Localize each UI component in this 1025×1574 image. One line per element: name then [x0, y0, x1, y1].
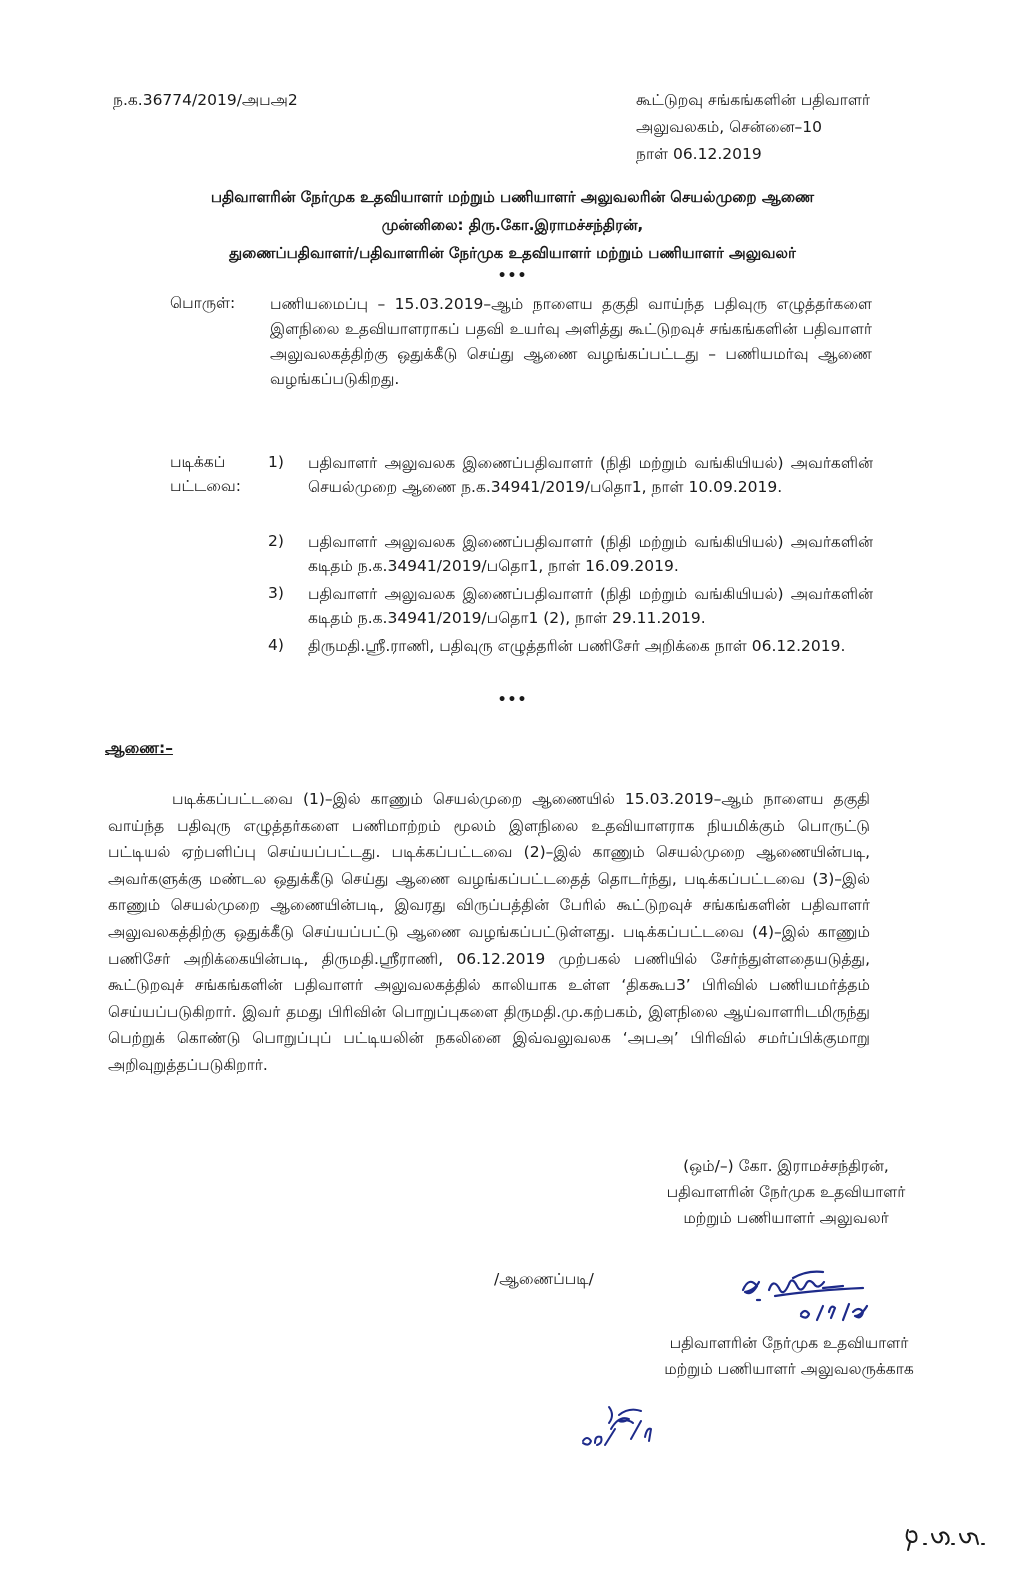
- reference-text: பதிவாளர் அலுவலக இணைப்பதிவாளர் (நிதி மற்றும் வங்கியியல்) அவர்களின் செயல்முறை ஆணை ந.க.34941/2019/பதொ1, நாள் 10.09.2019.: [308, 454, 873, 496]
- signatory-name: (ஒம்/–) கோ. இராமச்சந்திரன்,: [683, 1157, 889, 1175]
- by-order-label: /ஆணைப்படி/: [494, 1270, 594, 1288]
- references-label: படிக்கப் பட்டவை:: [170, 453, 241, 495]
- footer-note-drawing: [900, 1520, 990, 1556]
- for-officer-line1: பதிவாளரின் நேர்முக உதவியாளர்: [669, 1334, 909, 1352]
- separator-dots: •••: [497, 692, 528, 708]
- issuing-office: [636, 87, 870, 168]
- reference-number-label: 2): [268, 532, 284, 550]
- officer-designation: துணைப்பதிவாளர்/பதிவாளரின் நேர்முக உதவியாளர் மற்றும் பணியாளர் அலுவலர்: [229, 244, 796, 262]
- reference-number-label: 1): [268, 453, 284, 471]
- reference-text: திருமதி.ஸ்ரீ.ராணி, பதிவுரு எழுத்தரின் பணிசேர் அறிக்கை நாள் 06.12.2019.: [308, 637, 846, 655]
- reference-text: பதிவாளர் அலுவலக இணைப்பதிவாளர் (நிதி மற்றும் வங்கியியல்) அவர்களின் கடிதம் ந.க.34941/2019/பதொ1, நாள் 16.09.2019.: [308, 533, 873, 575]
- handwritten-initials: [575, 1395, 675, 1462]
- initials-drawing: [575, 1395, 675, 1455]
- office-location: அலுவலகம், சென்னை–10: [636, 118, 822, 136]
- handwritten-signature: [735, 1262, 905, 1339]
- presiding-officer: முன்னிலை: திரு.கோ.இராமச்சந்திரன்,: [381, 216, 644, 234]
- order-heading: ஆணை:–: [105, 739, 173, 757]
- for-officer-block: [630, 1330, 948, 1382]
- handwritten-footer-note: [900, 1520, 990, 1563]
- separator-dots: •••: [497, 268, 528, 284]
- subject-text: பணியமைப்பு – 15.03.2019–ஆம் நாளைய தகுதி வாய்ந்த பதிவுரு எழுத்தர்களை இளநிலை உதவியாளராகப் பதவி உயர்வு அளித்து கூட்டுறவுச் சங்கங்களின் பதிவாளர் அலுவலகத்திற்கு ஒதுக்கீடு செய்து ஆணை வழங்கப்பட்டது – பணியமர்வு ஆணை வழங்கப்படுகிறது.: [270, 295, 872, 388]
- reference-number: ந.க.36774/2019/அபஅ2: [113, 91, 298, 109]
- order-body: படிக்கப்பட்டவை (1)–இல் காணும் செயல்முறை ஆணையில் 15.03.2019–ஆம் நாளைய தகுதி வாய்ந்த பதிவுரு எழுத்தர்களை பணிமாற்றம் மூலம் இளநிலை உதவியாளராக நியமிக்கும் பொருட்டு பட்டியல் ஏற்பளிப்பு செய்யப்பட்டது. படிக்கப்பட்டவை (2)–இல் காணும் செயல்முறை ஆணையின்படி, அவர்களுக்கு மண்டல ஒதுக்கீடு செய்து ஆணை வழங்கப்பட்டதைத் தொடர்ந்து, படிக்கப்பட்டவை (3)–இல் காணும் செயல்முறை ஆணையின்படி, இவரது விருப்பத்தின் பேரில் கூட்டுறவுச் சங்கங்களின் பதிவாளர் அலுவலகத்திற்கு ஒதுக்கீடு செய்யப்பட்டு ஆணை வழங்கப்பட்டுள்ளது. படிக்கப்பட்டவை (4)–இல் காணும் பணிசேர் அறிக்கையின்படி, திருமதி.ஸ்ரீராணி, 06.12.2019 முற்பகல் பணியில் சேர்ந்துள்ளதையடுத்து, கூட்டுறவுச் சங்கங்களின் பதிவாளர் அலுவலகத்தில் காலியாக உள்ள ‘திககூப3’ பிரிவில் பணியமர்த்தம் செய்யப்படுகிறார். இவர் தமது பிரிவின் பொறுப்புகளை திருமதி.மு.கற்பகம், இளநிலை ஆய்வாளரிடமிருந்து பெற்றுக் கொண்டு பொறுப்புப் பட்டியலின் நகலினை இவ்வலுவலக ‘அபஅ’ பிரிவில் சமர்ப்பிக்குமாறு அறிவுறுத்தப்படுகிறார்.: [108, 790, 870, 1074]
- reference-number-label: 4): [268, 636, 284, 654]
- reference-text: பதிவாளர் அலுவலக இணைப்பதிவாளர் (நிதி மற்றும் வங்கியியல்) அவர்களின் கடிதம் ந.க.34941/2019/பதொ1 (2), நாள் 29.11.2019.: [308, 585, 873, 627]
- signatory-designation: பதிவாளரின் நேர்முக உதவியாளர்: [666, 1183, 906, 1201]
- signature-drawing: [735, 1262, 905, 1332]
- subject-label: பொருள்:: [170, 294, 236, 312]
- signatory-designation-cont: மற்றும் பணியாளர் அலுவலர்: [683, 1209, 889, 1227]
- office-name: கூட்டுறவு சங்கங்களின் பதிவாளர்: [636, 91, 870, 109]
- reference-number-label: 3): [268, 584, 284, 602]
- document-date: நாள் 06.12.2019: [636, 145, 762, 163]
- document-title: பதிவாளரின் நேர்முக உதவியாளர் மற்றும் பணியாளர் அலுவலரின் செயல்முறை ஆணை: [210, 188, 815, 206]
- for-officer-line2: மற்றும் பணியாளர் அலுவலருக்காக: [664, 1360, 914, 1378]
- signatory-block: [630, 1153, 942, 1231]
